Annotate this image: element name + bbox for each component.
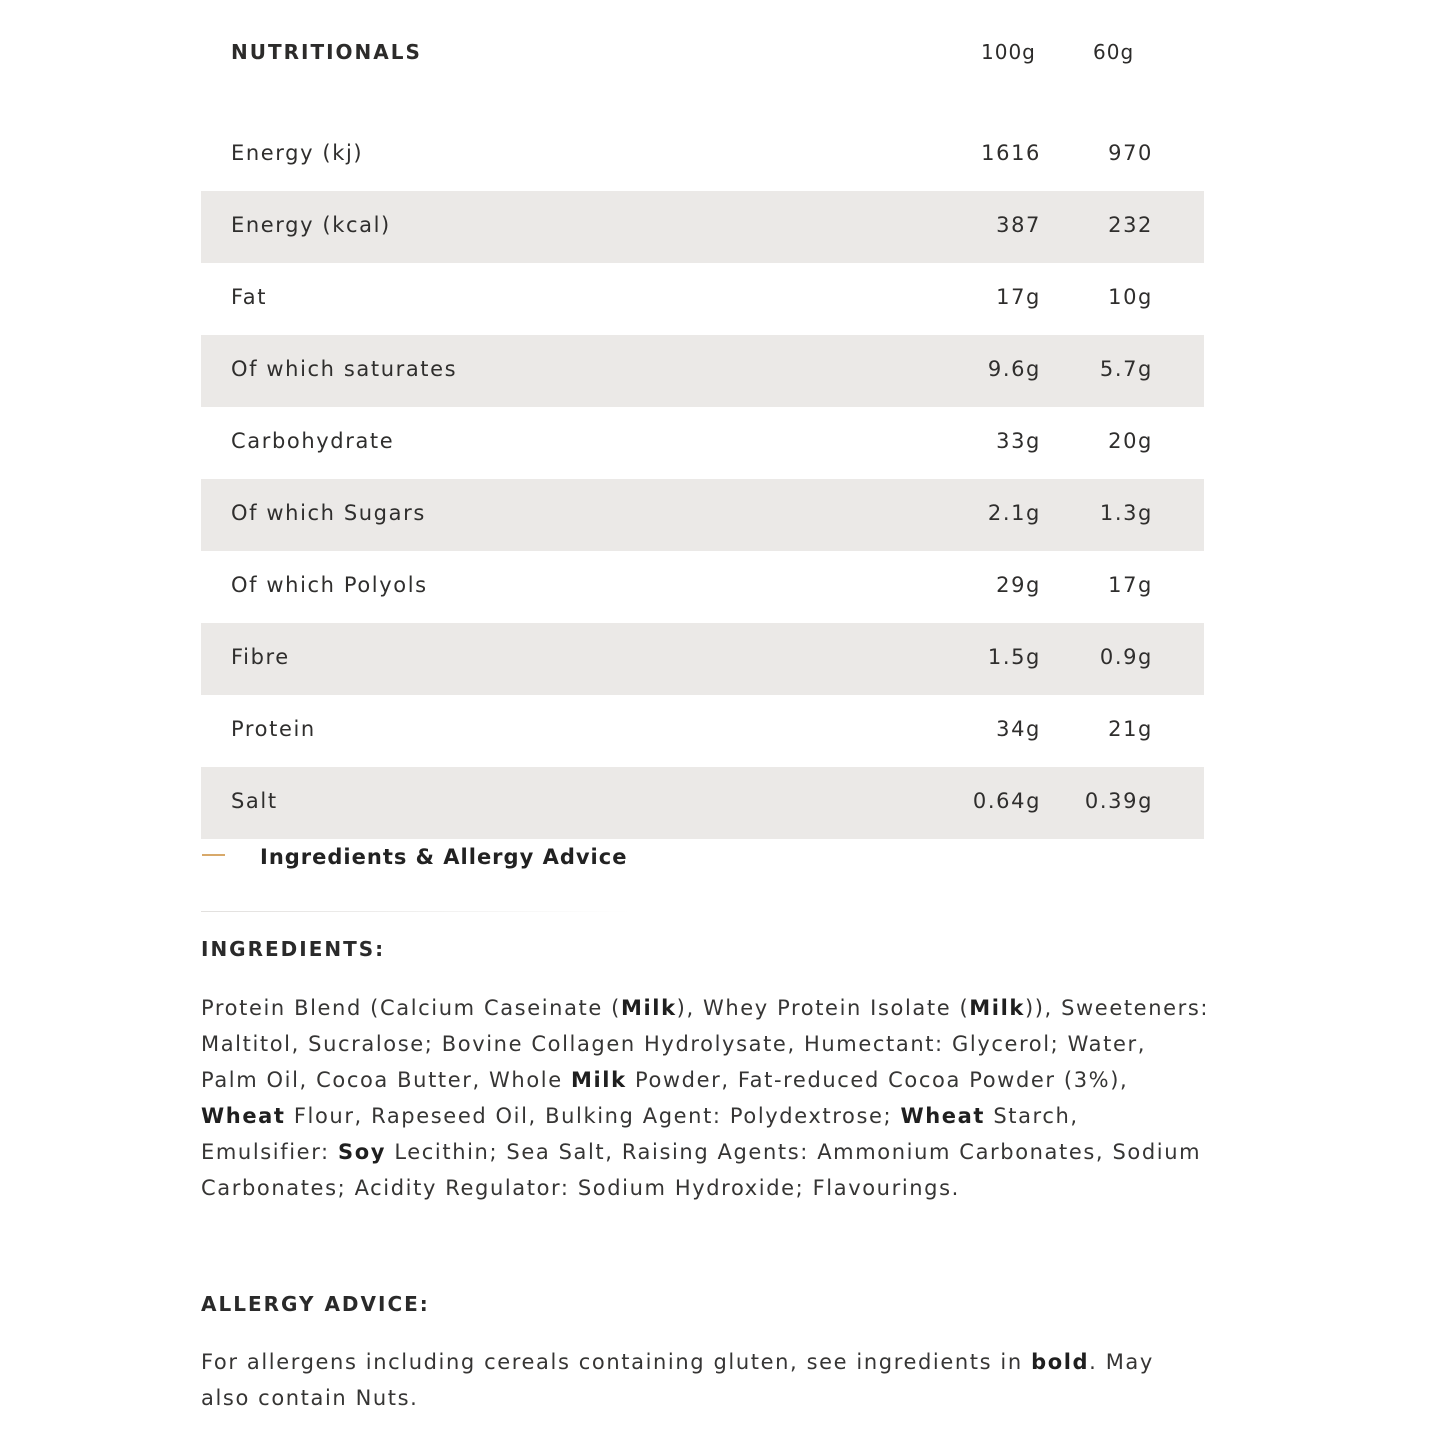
value-per-100g: 17g xyxy=(996,285,1041,309)
value-per-100g: 1.5g xyxy=(987,645,1041,669)
nutrient-label: Protein xyxy=(231,717,316,741)
ingredients-allergen-highlight: Soy xyxy=(338,1140,387,1164)
table-row xyxy=(201,767,1204,839)
value-per-100g: 0.64g xyxy=(972,789,1041,813)
nutrient-label: Of which Polyols xyxy=(231,573,428,597)
ingredients-text-segment: ), Whey Protein Isolate ( xyxy=(676,996,970,1020)
table-row xyxy=(201,479,1204,551)
table-row xyxy=(201,623,1204,695)
divider xyxy=(201,911,631,912)
nutrient-label: Of which Sugars xyxy=(231,501,426,525)
nutrient-label: Carbohydrate xyxy=(231,429,395,453)
allergy-text-segment: . May also contain Nuts. xyxy=(201,1350,1154,1410)
table-row xyxy=(201,551,1204,623)
ingredients-text-segment: Starch, Emulsifier: xyxy=(201,1104,1079,1164)
nutrient-label: Salt xyxy=(231,789,278,813)
ingredients-allergen-highlight: Wheat xyxy=(201,1104,286,1128)
nutrient-label: Fat xyxy=(231,285,268,309)
value-per-100g: 34g xyxy=(996,717,1041,741)
table-row xyxy=(201,695,1204,767)
ingredients-text-segment: Lecithin; Sea Salt, Raising Agents: Ammonium Carbonates, Sodium Carbonates; Acidity Regulator: Sodium Hydroxide; Flavourings. xyxy=(201,1140,1202,1200)
accordion-title: Ingredients & Allergy Advice xyxy=(260,845,628,869)
value-per-60g: 1.3g xyxy=(1099,501,1153,525)
ingredients-text-segment: Protein Blend (Calcium Caseinate ( xyxy=(201,996,621,1020)
value-per-60g: 5.7g xyxy=(1099,357,1153,381)
ingredients-heading: INGREDIENTS: xyxy=(201,937,386,961)
value-per-100g: 9.6g xyxy=(987,357,1041,381)
value-per-60g: 970 xyxy=(1108,141,1153,165)
allergy-text xyxy=(201,1344,1181,1416)
column-header-60g: 60g xyxy=(1093,40,1135,64)
ingredients-allergen-highlight: Milk xyxy=(571,1068,627,1092)
column-header-100g: 100g xyxy=(981,40,1036,64)
table-row xyxy=(201,119,1204,191)
ingredients-text-segment: Flour, Rapeseed Oil, Bulking Agent: Polydextrose; xyxy=(285,1104,901,1128)
table-row xyxy=(201,335,1204,407)
ingredients-allergen-highlight: Milk xyxy=(969,996,1025,1020)
ingredients-allergen-highlight: Milk xyxy=(620,996,677,1020)
value-per-60g: 0.9g xyxy=(1099,645,1153,669)
value-per-100g: 29g xyxy=(996,573,1041,597)
allergy-text-segment: For allergens including cereals containing gluten, see ingredients in xyxy=(201,1350,1032,1374)
nutrition-table-header xyxy=(201,30,1204,74)
allergy-heading: ALLERGY ADVICE: xyxy=(201,1292,430,1316)
table-row xyxy=(201,407,1204,479)
nutrient-label: Fibre xyxy=(231,645,290,669)
ingredients-allergy-accordion-toggle[interactable] xyxy=(201,838,1204,878)
value-per-60g: 17g xyxy=(1108,573,1153,597)
value-per-100g: 387 xyxy=(996,213,1041,237)
allergy-allergen-highlight: bold xyxy=(1031,1350,1090,1374)
ingredients-allergen-highlight: Wheat xyxy=(900,1104,986,1128)
value-per-100g: 2.1g xyxy=(987,501,1041,525)
nutrition-table xyxy=(201,119,1204,839)
value-per-100g: 1616 xyxy=(981,141,1041,165)
ingredients-text xyxy=(201,990,1211,1206)
ingredients-text-segment: Powder, Fat-reduced Cocoa Powder (3%), xyxy=(626,1068,1129,1092)
value-per-60g: 21g xyxy=(1108,717,1153,741)
value-per-60g: 20g xyxy=(1108,429,1153,453)
table-row xyxy=(201,263,1204,335)
table-row xyxy=(201,191,1204,263)
value-per-60g: 232 xyxy=(1108,213,1153,237)
value-per-60g: 0.39g xyxy=(1084,789,1153,813)
nutrition-title: NUTRITIONALS xyxy=(231,40,422,64)
collapse-dash-icon xyxy=(202,854,225,856)
nutrient-label: Of which saturates xyxy=(231,357,458,381)
ingredients-text-segment: )), Sweeteners: Maltitol, Sucralose; Bovine Collagen Hydrolysate, Humectant: Glycerol; Water, Palm Oil, Cocoa Butter, Whole xyxy=(201,996,1210,1092)
nutrient-label: Energy (kcal) xyxy=(231,213,391,237)
value-per-100g: 33g xyxy=(996,429,1041,453)
nutrient-label: Energy (kj) xyxy=(231,141,364,165)
value-per-60g: 10g xyxy=(1108,285,1153,309)
